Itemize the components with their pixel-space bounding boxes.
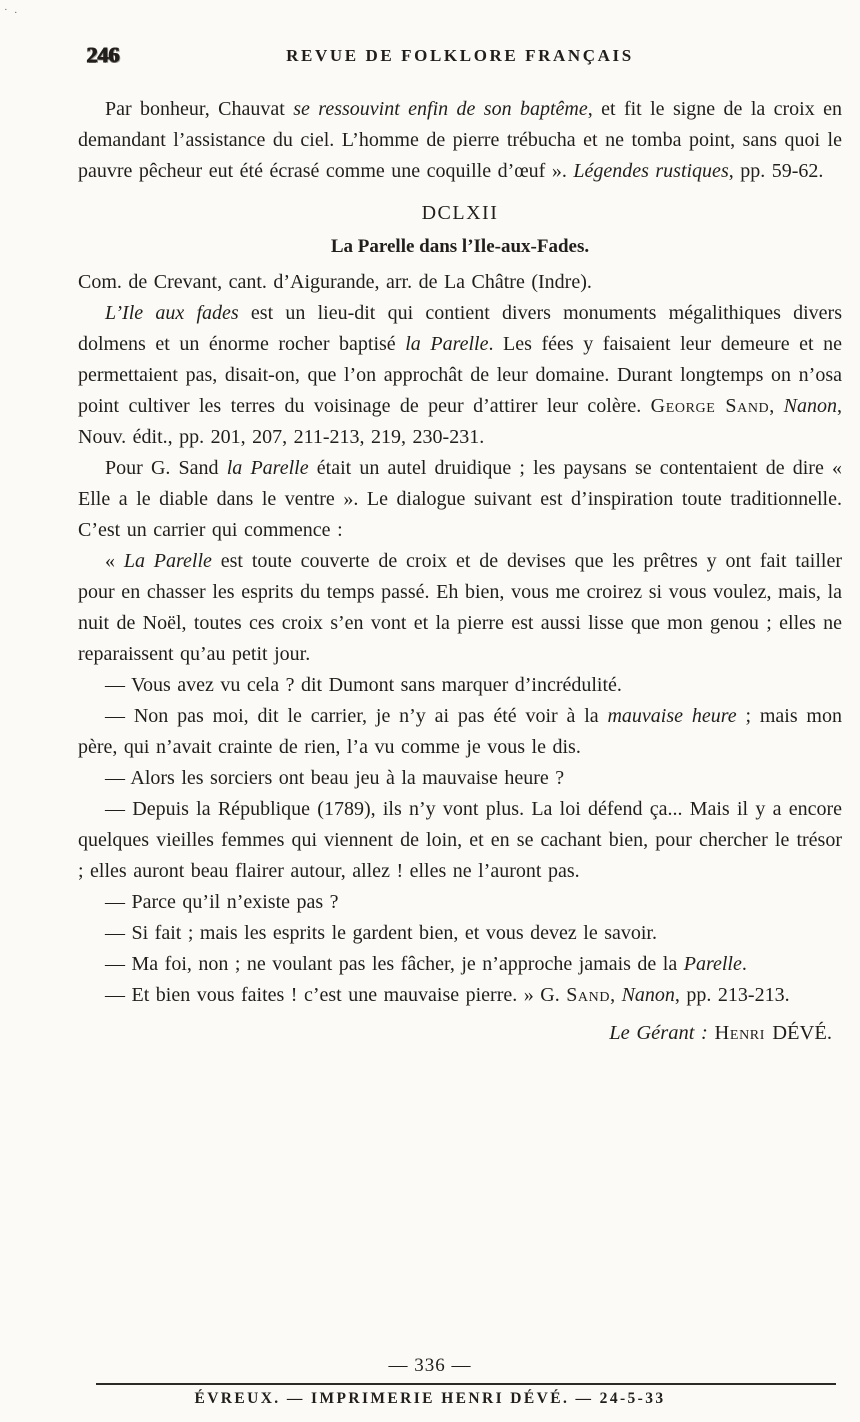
paragraph [78, 949, 842, 980]
text-run: — Si fait ; mais les esprits le gardent bien, et vous devez le savoir. [105, 922, 657, 944]
text-run: , [610, 984, 622, 1006]
paragraph [78, 670, 842, 701]
text-run: — Depuis la République (1789), ils n’y vont plus. La loi défend ça... Mais il y a encore quelques vieilles femmes qui viennent de loin, et en se cachant bien, pour chercher le trésor ; elles auront beau flairer autour, allez ! elles ne l’auront pas. [78, 798, 842, 882]
paragraph [78, 298, 842, 453]
text-run: Henri [714, 1022, 773, 1044]
text-run: — Et bien vous faites ! c’est une mauvaise pierre. » G. [105, 984, 567, 1006]
text-run: « [105, 550, 124, 572]
text-run: Pour G. Sand [105, 457, 227, 479]
section-title: La Parelle dans l’Ile-aux-Fades. [330, 236, 590, 257]
paragraph [78, 546, 842, 670]
scan-artifact-mark: · . [4, 4, 20, 16]
text-run: . [741, 953, 747, 975]
paragraph [78, 701, 842, 763]
signature-line [78, 1018, 842, 1049]
page-content [78, 94, 842, 1049]
text-run: George Sand [650, 395, 770, 417]
text-run: — Vous avez vu cela ? dit Dumont sans marquer d’incrédulité. [105, 674, 622, 696]
text-run: . Les fées y faisaient leur demeure et ne permettaient pas, disait-on, que l’on approchât de leur domaine. Durant longtemps on n’osa point cultiver les terres du voisinage de peur d’attirer leur colère. [78, 333, 842, 417]
text-run: — Alors les sorciers ont beau jeu à la mauvaise heure ? [105, 767, 565, 789]
paragraph [78, 794, 842, 887]
section-number-heading: DCLXII [421, 202, 499, 224]
text-run: , [769, 395, 784, 417]
journal-title: REVUE DE FOLKLORE FRANÇAIS [286, 46, 634, 65]
text-run: Par bonheur, Chauvat [105, 98, 294, 120]
imprint-line: ÉVREUX. — IMPRIMERIE HENRI DÉVÉ. — 24-5-33 [194, 1390, 666, 1407]
paragraph [78, 267, 842, 298]
text-run: , pp. 59-62. [728, 160, 824, 182]
text-run: est un lieu-dit qui contient divers monuments mégalithiques divers dolmens et un énorme rocher baptisé [78, 302, 842, 355]
paragraph [78, 94, 842, 187]
text-run: Com. de Crevant, cant. d’Aigurande, arr. de La Châtre (Indre). [78, 271, 592, 293]
paragraph [78, 887, 842, 918]
text-run: Parelle [683, 953, 742, 975]
paragraph [78, 453, 842, 546]
text-run: est toute couverte de croix et de devises que les prêtres y ont fait tailler pour en chasser les esprits du temps passé. Eh bien, vous me croirez si vous voulez, mais, la nuit de Noël, toutes ces croix s’en vont et la pierre est aussi lisse que mon genou ; elles ne reparaissent qu’au petit jour. [78, 550, 843, 665]
text-run: Sand [566, 984, 611, 1006]
folio-number: — 336 — [388, 1355, 472, 1376]
text-run: , et fit le signe de la croix en demandant l’assistance du ciel. L’homme de pierre trébucha et ne tomba point, sans quoi le pauvre pêcheur eut été écrasé comme une coquille d’œuf ». [78, 98, 843, 182]
paragraph [78, 763, 842, 794]
page-footer [0, 1355, 860, 1408]
text-run: se ressouvint enfin de son baptême [293, 98, 588, 120]
text-run: — Non pas moi, dit le carrier, je n’y ai pas été voir à la [105, 705, 608, 727]
text-run: était un autel druidique ; les paysans se contentaient de dire « Elle a le diable dans le ventre ». Le dialogue suivant est d’inspiration toute traditionnelle. C’est un carrier qui commence : [78, 457, 842, 541]
page-number: 246 [86, 42, 119, 67]
text-run: L’Ile aux fades [105, 302, 239, 324]
text-run: la Parelle [226, 457, 309, 479]
text-run: , Nouv. édit., pp. 201, 207, 211-213, 219, 230-231. [78, 395, 842, 448]
paragraph [78, 980, 842, 1011]
text-run: ; mais mon père, qui n’avait crainte de rien, l’a vu comme je vous le dis. [78, 705, 842, 758]
text-run: Légendes rustiques [573, 160, 729, 182]
text-run: Nanon [783, 395, 837, 417]
text-run: Le Gérant : [609, 1022, 715, 1044]
paragraph [78, 918, 842, 949]
text-run: — Ma foi, non ; ne voulant pas les fâcher, je n’approche jamais de la [105, 953, 684, 975]
text-run: la Parelle [405, 333, 489, 355]
page-header [78, 42, 842, 76]
text-run: Nanon [621, 984, 675, 1006]
text-run: DÉVÉ. [772, 1022, 832, 1044]
footer-rule [96, 1383, 836, 1385]
text-run: mauvaise heure [607, 705, 737, 727]
text-run: — Parce qu’il n’existe pas ? [105, 891, 339, 913]
text-run: , pp. 213-213. [674, 984, 790, 1006]
text-run: La Parelle [123, 550, 212, 572]
